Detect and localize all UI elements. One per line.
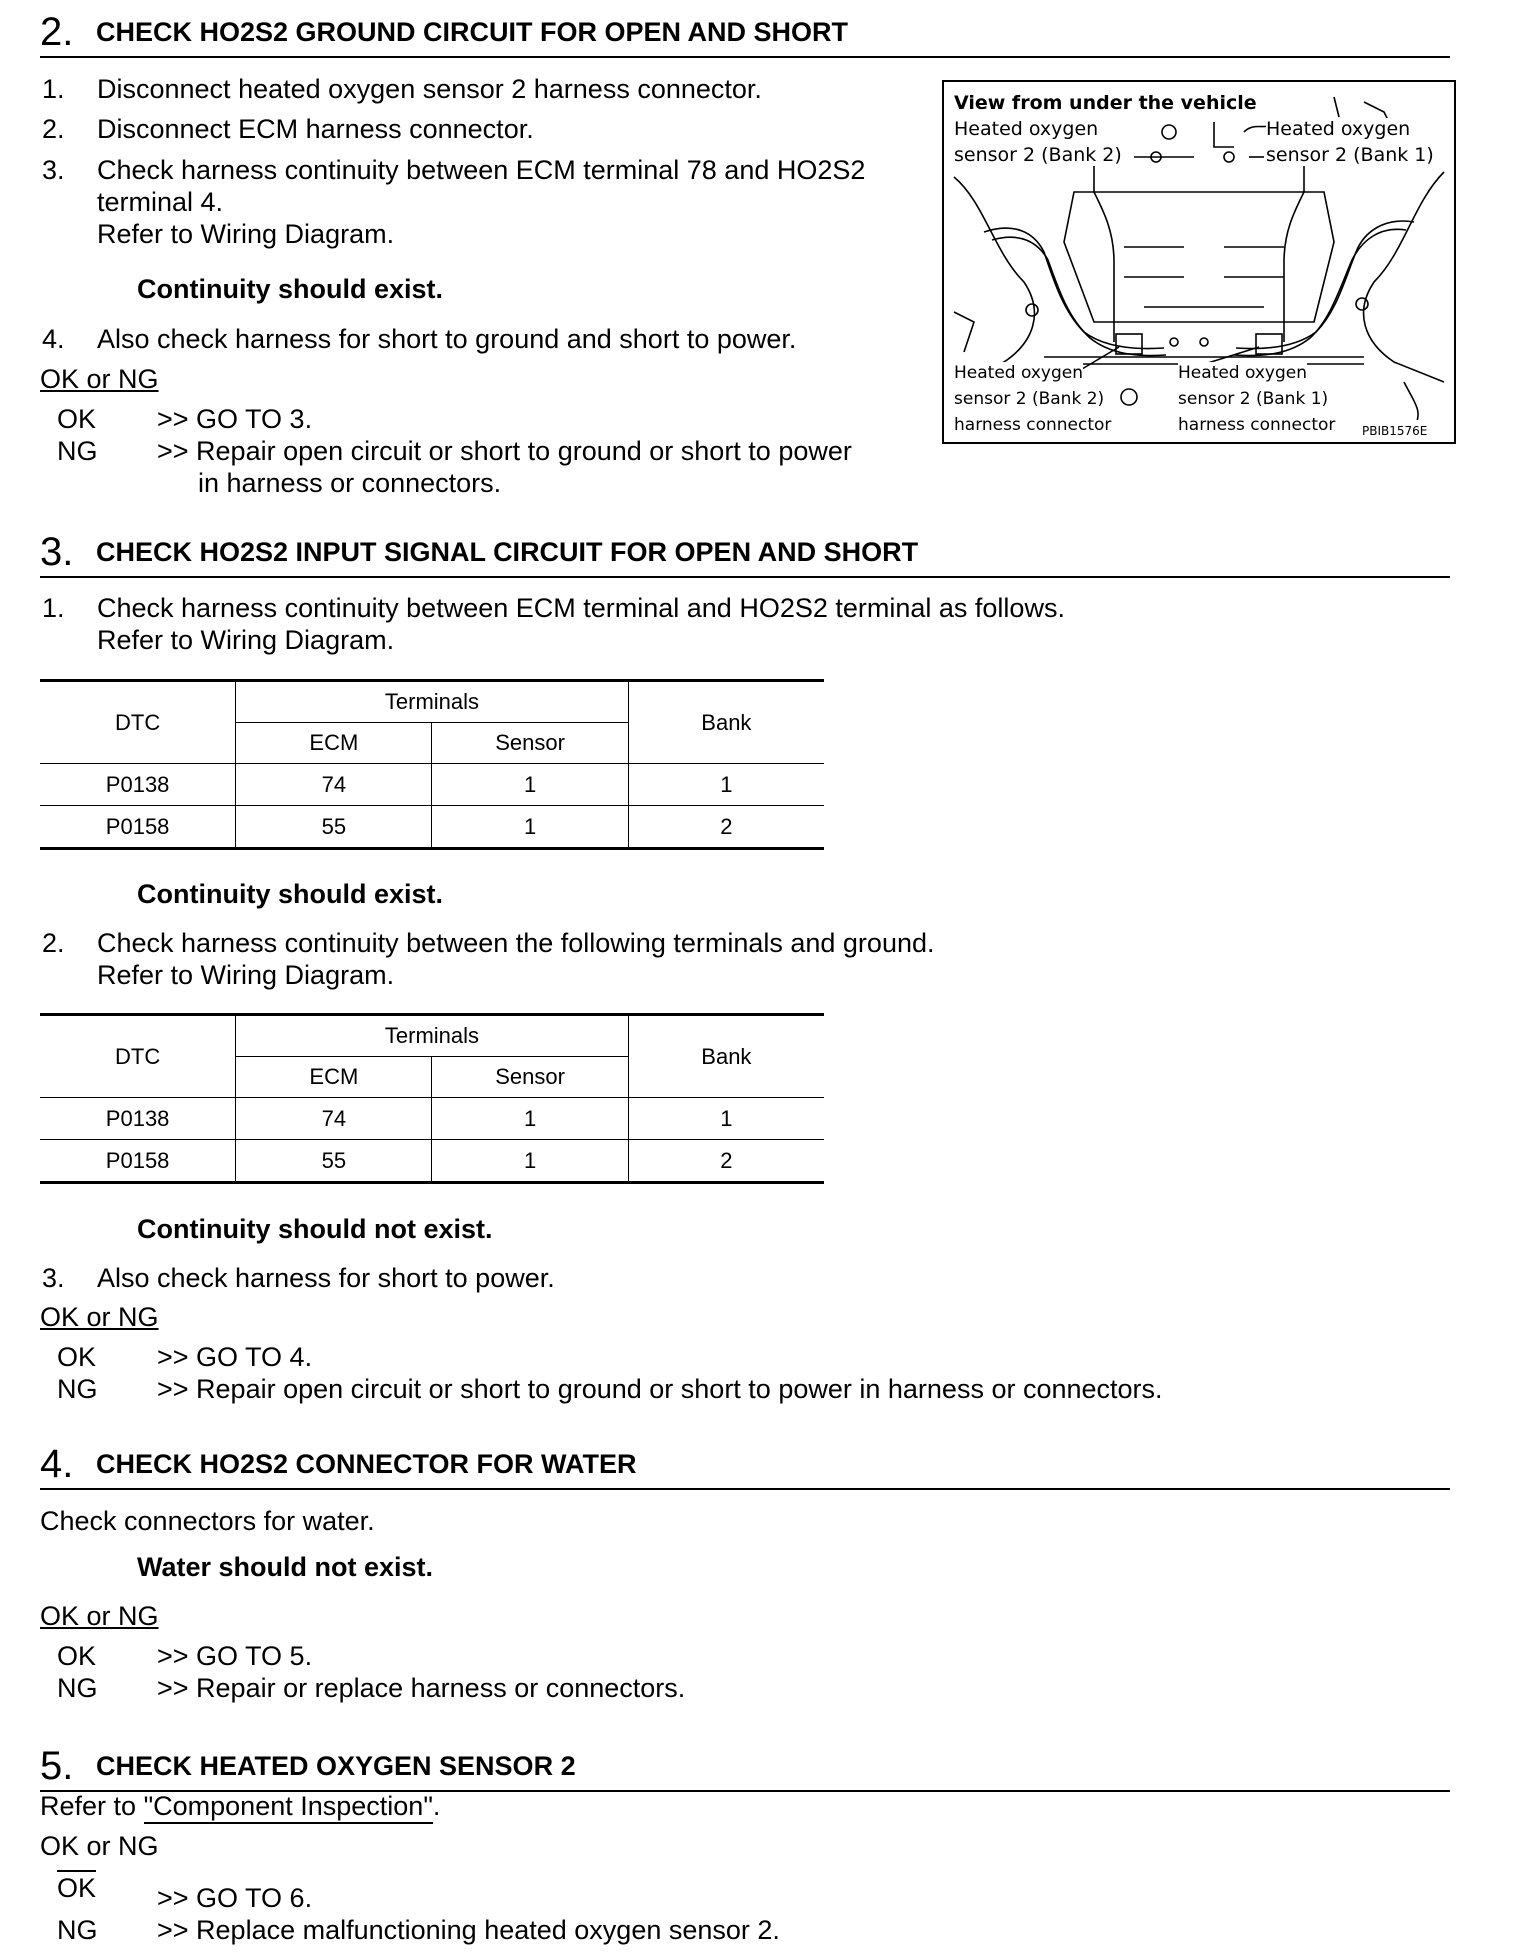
s3-ng-label: NG [57,1374,98,1404]
table2-header-bank: Bank [628,1015,824,1098]
s5-refer-line [40,1790,440,1824]
table1-header-dtc: DTC [40,681,236,764]
figure-top-right-label-line2: sensor 2 (Bank 1) [1266,144,1434,166]
s4-instruction: Check connectors for water. [40,1506,375,1536]
section-3-header [40,532,1450,578]
table1-header-ecm: ECM [236,723,432,764]
table1-row1-dtc: P0138 [40,764,236,806]
table1-row1-bank: 1 [628,764,824,806]
s2-step-4-text: Also check harness for short to ground and short to power. [97,324,797,354]
table-row [40,806,824,849]
section-3-number: 3. [40,530,74,574]
s2-step-2-number: 2. [42,114,65,144]
table1-row1-ecm: 74 [236,764,432,806]
table2-header-ecm: ECM [236,1057,432,1098]
s5-refer-suffix: . [432,1791,441,1821]
s4-ng-action: >> Repair or replace harness or connectors. [157,1673,686,1703]
section-3-title: CHECK HO2S2 INPUT SIGNAL CIRCUIT FOR OPEN AND SHORT [96,537,919,567]
s5-ng-label: NG [57,1915,98,1945]
s2-step-1-text: Disconnect heated oxygen sensor 2 harness connector. [97,74,762,104]
s4-requirement: Water should not exist. [137,1552,434,1582]
continuity-table-1 [40,679,824,850]
s3-ok-ng-label: OK or NG [40,1302,159,1332]
s2-step-3-text-line1: Check harness continuity between ECM terminal 78 and HO2S2 [97,155,866,185]
table1-header-bank: Bank [628,681,824,764]
table1-row2-sensor: 1 [432,806,628,849]
section-5-header [40,1746,1450,1792]
table2-row1-dtc: P0138 [40,1098,236,1140]
table2-row2-dtc: P0158 [40,1140,236,1183]
table-row [40,764,824,806]
s2-ok-action: >> GO TO 3. [157,404,313,434]
s3-step-2-text-line2: Refer to Wiring Diagram. [97,960,395,990]
s3-ok-label: OK [57,1342,97,1372]
s5-ok-action: >> GO TO 6. [157,1883,313,1913]
s3-step-2-number: 2. [42,928,65,958]
s2-ok-ng-label: OK or NG [40,364,159,394]
s4-ok-label: OK [57,1641,97,1671]
figure-view-label: View from under the vehicle [954,92,1257,114]
s2-step-3-text-line2: terminal 4. [97,187,224,217]
table2-header-dtc: DTC [40,1015,236,1098]
table2-header-terminals: Terminals [236,1015,629,1057]
s5-ng-action: >> Replace malfunctioning heated oxygen sensor 2. [157,1915,780,1945]
figure-bottom-right-label-line3: harness connector [1178,415,1336,435]
section-5-number: 5. [40,1744,74,1788]
s5-refer-prefix: Refer to [40,1791,137,1821]
table2-row2-sensor: 1 [432,1140,628,1183]
s3-step-3-number: 3. [42,1263,65,1293]
table1-header-terminals: Terminals [236,681,629,723]
s3-step-1-text-line2: Refer to Wiring Diagram. [97,625,395,655]
section-2-header [40,12,1450,58]
s2-step-4-number: 4. [42,324,65,354]
component-inspection-link[interactable]: "Component Inspection" [144,1790,433,1824]
section-4-title: CHECK HO2S2 CONNECTOR FOR WATER [96,1449,637,1479]
continuity-table-2 [40,1013,824,1184]
table1-row2-bank: 2 [628,806,824,849]
figure-bottom-right-label-line1: Heated oxygen [1178,363,1308,383]
s4-ok-ng-label: OK or NG [40,1601,159,1631]
table1-row2-ecm: 55 [236,806,432,849]
section-4-number: 4. [40,1442,74,1486]
s2-ng-label: NG [57,436,98,466]
s2-step-3-number: 3. [42,155,65,185]
s2-step-2-text: Disconnect ECM harness connector. [97,114,534,144]
table2-row2-ecm: 55 [236,1140,432,1183]
table-row [40,1098,824,1140]
table2-row1-ecm: 74 [236,1098,432,1140]
figure-bottom-left-label-line2: sensor 2 (Bank 2) [954,389,1105,409]
s3-requirement-1: Continuity should exist. [137,879,444,909]
table2-row2-bank: 2 [628,1140,824,1183]
section-2-number: 2. [40,10,74,54]
s3-step-2-text-line1: Check harness continuity between the following terminals and ground. [97,928,935,958]
s3-step-1-number: 1. [42,593,65,623]
s4-ok-action: >> GO TO 5. [157,1641,313,1671]
s3-step-3-text: Also check harness for short to power. [97,1263,555,1293]
table2-row1-bank: 1 [628,1098,824,1140]
table2-header-sensor: Sensor [432,1057,628,1098]
figure-bottom-right-label-line2: sensor 2 (Bank 1) [1178,389,1329,409]
s2-step-1-number: 1. [42,74,65,104]
figure-code: PBIB1576E [1362,420,1427,442]
s4-ng-label: NG [57,1673,98,1703]
figure-top-left-label-line1: Heated oxygen [954,118,1099,140]
figure-top-left-label-line2: sensor 2 (Bank 2) [954,144,1122,166]
section-4-header [40,1444,1450,1490]
figure-top-right-label-line1: Heated oxygen [1266,118,1411,140]
s2-ok-label: OK [57,404,97,434]
s3-ng-action: >> Repair open circuit or short to ground or short to power in harness or connectors. [157,1374,1163,1404]
s3-step-1-text-line1: Check harness continuity between ECM terminal and HO2S2 terminal as follows. [97,593,1065,623]
s3-requirement-2: Continuity should not exist. [137,1214,493,1244]
figure-bottom-left-label-line1: Heated oxygen [954,363,1084,383]
section-2-title: CHECK HO2S2 GROUND CIRCUIT FOR OPEN AND SHORT [96,17,849,47]
s2-ng-action: >> Repair open circuit or short to ground or short to power [157,436,852,466]
s2-ng-action-line2: in harness or connectors. [198,468,502,498]
s5-ok-ng-label: OK or NG [40,1831,159,1861]
s3-ok-action: >> GO TO 4. [157,1342,313,1372]
table1-row1-sensor: 1 [432,764,628,806]
table1-header-sensor: Sensor [432,723,628,764]
table2-row1-sensor: 1 [432,1098,628,1140]
table1-row2-dtc: P0158 [40,806,236,849]
s5-ok-label: OK [57,1870,96,1904]
sensor-location-figure [942,80,1456,444]
s2-step-3-text-line3: Refer to Wiring Diagram. [97,219,395,249]
s2-requirement: Continuity should exist. [137,274,444,304]
section-5-title: CHECK HEATED OXYGEN SENSOR 2 [96,1751,576,1781]
table-row [40,1140,824,1183]
figure-bottom-left-label-line3: harness connector [954,415,1112,435]
